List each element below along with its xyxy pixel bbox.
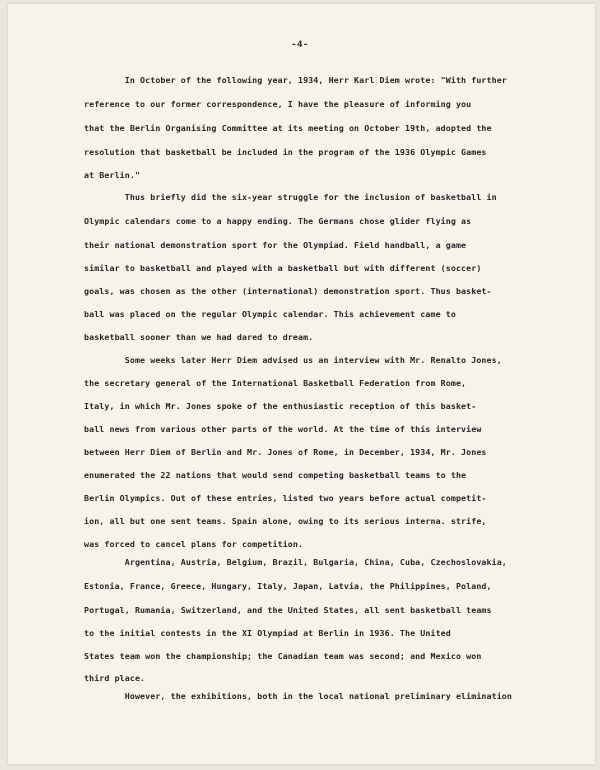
text-line: enumerated the 22 nations that would send competing basketball teams to the — [84, 470, 467, 480]
text-line: basketball sooner than we had dared to dream. — [84, 332, 314, 342]
text-line: Italy, in which Mr. Jones spoke of the enthusiastic reception of this basket- — [84, 401, 477, 411]
text-line: ion, all but one sent teams. Spain alone, owing to its serious interna. strife, — [84, 516, 487, 526]
text-line: resolution that basketball be included in the program of the 1936 Olympic Games — [84, 147, 487, 157]
text-line: goals, was chosen as the other (international) demonstration sport. Thus basket- — [84, 286, 492, 296]
page-number: -4- — [291, 40, 309, 50]
text-line: However, the exhibitions, both in the local national preliminary elimination — [84, 691, 512, 701]
text-line: Argentina, Austria, Belgium, Brazil, Bulgaria, China, Cuba, Czechoslovakia, — [84, 557, 507, 567]
text-line: Thus briefly did the six-year struggle for the inclusion of basketball in — [84, 192, 497, 202]
text-line: Some weeks later Herr Diem advised us an interview with Mr. Renalto Jones, — [84, 355, 502, 365]
text-line: Berlin Olympics. Out of these entries, listed two years before actual competit- — [84, 493, 487, 503]
text-line: that the Berlin Organising Committee at its meeting on October 19th, adopted the — [84, 123, 492, 133]
text-line: third place. — [84, 673, 146, 683]
text-line: States team won the championship; the Canadian team was second; and Mexico won — [84, 651, 482, 661]
text-line: the secretary general of the International Basketball Federation from Rome, — [84, 378, 467, 388]
text-line: reference to our former correspondence, I have the pleasure of informing you — [84, 99, 472, 109]
text-line: between Herr Diem of Berlin and Mr. Jones of Rome, in December, 1934, Mr. Jones — [84, 447, 487, 457]
text-line: ball news from various other parts of the world. At the time of this interview — [84, 424, 482, 434]
text-line: In October of the following year, 1934, Herr Karl Diem wrote: "With further — [84, 75, 507, 85]
text-line: ball was placed on the regular Olympic calendar. This achievement came to — [84, 309, 456, 319]
text-line: their national demonstration sport for the Olympiad. Field handball, a game — [84, 240, 467, 250]
text-line: at Berlin." — [84, 170, 141, 180]
text-line: Estonia, France, Greece, Hungary, Italy, Japan, Latvia, the Philippines, Poland, — [84, 581, 492, 591]
text-line: Olympic calendars come to a happy ending. The Germans chose glider flying as — [84, 216, 472, 226]
text-line: was forced to cancel plans for competition. — [84, 539, 304, 549]
text-line: Portugal, Rumania, Switzerland, and the United States, all sent basketball teams — [84, 605, 492, 615]
text-line: similar to basketball and played with a basketball but with different (soccer) — [84, 263, 482, 273]
text-line: to the initial contests in the XI Olympiad at Berlin in 1936. The United — [84, 628, 451, 638]
